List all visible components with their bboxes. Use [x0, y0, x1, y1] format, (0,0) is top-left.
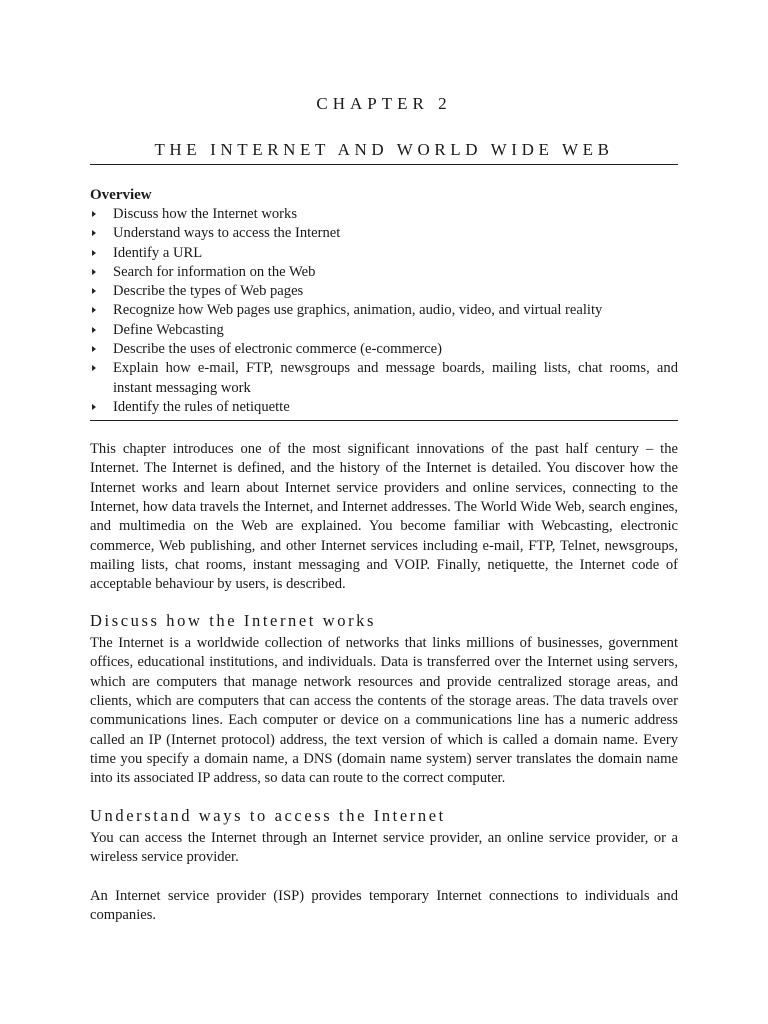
list-item: [90, 224, 678, 243]
bullet-arrow-icon: [92, 250, 96, 256]
bullet-arrow-icon: [92, 307, 96, 313]
list-item: [90, 359, 678, 398]
list-item-text: Describe the types of Web pages: [113, 283, 304, 300]
section-paragraph: The Internet is a worldwide collection of networks that links millions of businesses, government offices, educational institutions, and individuals. Data is transferred over the Internet using servers, which are computers that manage network resources and provide centralized storage areas, and clients, which are computers that can access the contents of the storage areas. The data travels over communications lines. Each computer or device on a communications line has a numeric address called an IP (Internet protocol) address, the text version of which is called a domain name. Every time you specify a domain name, a DNS (domain name system) server translates the domain name into its associated IP address, so data can route to the correct computer.: [90, 635, 678, 787]
bullet-arrow-icon: [92, 230, 96, 236]
section-paragraph: An Internet service provider (ISP) provides temporary Internet connections to individuals and companies.: [90, 888, 678, 924]
list-item-text: Explain how e-mail, FTP, newsgroups and message boards, mailing lists, chat rooms, and instant messaging work: [113, 360, 678, 396]
list-item-text: Search for information on the Web: [113, 263, 316, 280]
bullet-arrow-icon: [92, 365, 96, 371]
overview-list: [90, 205, 678, 417]
bullet-arrow-icon: [92, 327, 96, 333]
list-item-text: Identify the rules of netiquette: [113, 398, 290, 415]
title-divider: [90, 164, 678, 165]
list-item-text: Define Webcasting: [113, 321, 224, 338]
list-item-text: Describe the uses of electronic commerce (e-commerce): [113, 341, 442, 358]
bullet-arrow-icon: [92, 269, 96, 275]
list-item: [90, 282, 678, 301]
list-item: [90, 244, 678, 263]
list-item: [90, 340, 678, 359]
list-item-text: Discuss how the Internet works: [113, 206, 298, 222]
bullet-arrow-icon: [92, 211, 96, 217]
overview-divider: [90, 420, 678, 421]
list-item: [90, 263, 678, 282]
list-item: [90, 398, 678, 417]
chapter-title: THE INTERNET AND WORLD WIDE WEB: [154, 140, 614, 159]
bullet-arrow-icon: [92, 404, 96, 410]
list-item-text: Identify a URL: [113, 244, 203, 261]
chapter-label: CHAPTER 2: [316, 94, 452, 113]
intro-paragraph: This chapter introduces one of the most significant innovations of the past half century – the Internet. The Internet is defined, and the history of the Internet is detailed. You discover how the Internet works and learn about Internet service providers and online services, connecting to the Internet, how data travels the Internet, and Internet addresses. The World Wide Web, search engines, and multimedia on the Web are explained. You become familiar with Webcasting, electronic commerce, Web publishing, and other Internet services including e-mail, FTP, Telnet, newsgroups, mailing lists, chat rooms, instant messaging and VOIP. Finally, netiquette, the Internet code of acceptable behaviour by users, is described.: [90, 441, 678, 593]
list-item: [90, 321, 678, 340]
bullet-arrow-icon: [92, 288, 96, 294]
list-item-text: Recognize how Web pages use graphics, animation, audio, video, and virtual reality: [113, 302, 603, 319]
section-heading-internet-works: Discuss how the Internet works: [90, 611, 377, 630]
list-item: [90, 301, 678, 320]
section-paragraph: You can access the Internet through an Internet service provider, an online service provider, or a wireless service provider.: [90, 830, 678, 866]
overview-heading: Overview: [90, 187, 152, 203]
bullet-arrow-icon: [92, 346, 96, 352]
list-item-text: Understand ways to access the Internet: [113, 225, 341, 242]
list-item: [90, 205, 678, 224]
section-heading-access-internet: Understand ways to access the Internet: [90, 806, 446, 825]
